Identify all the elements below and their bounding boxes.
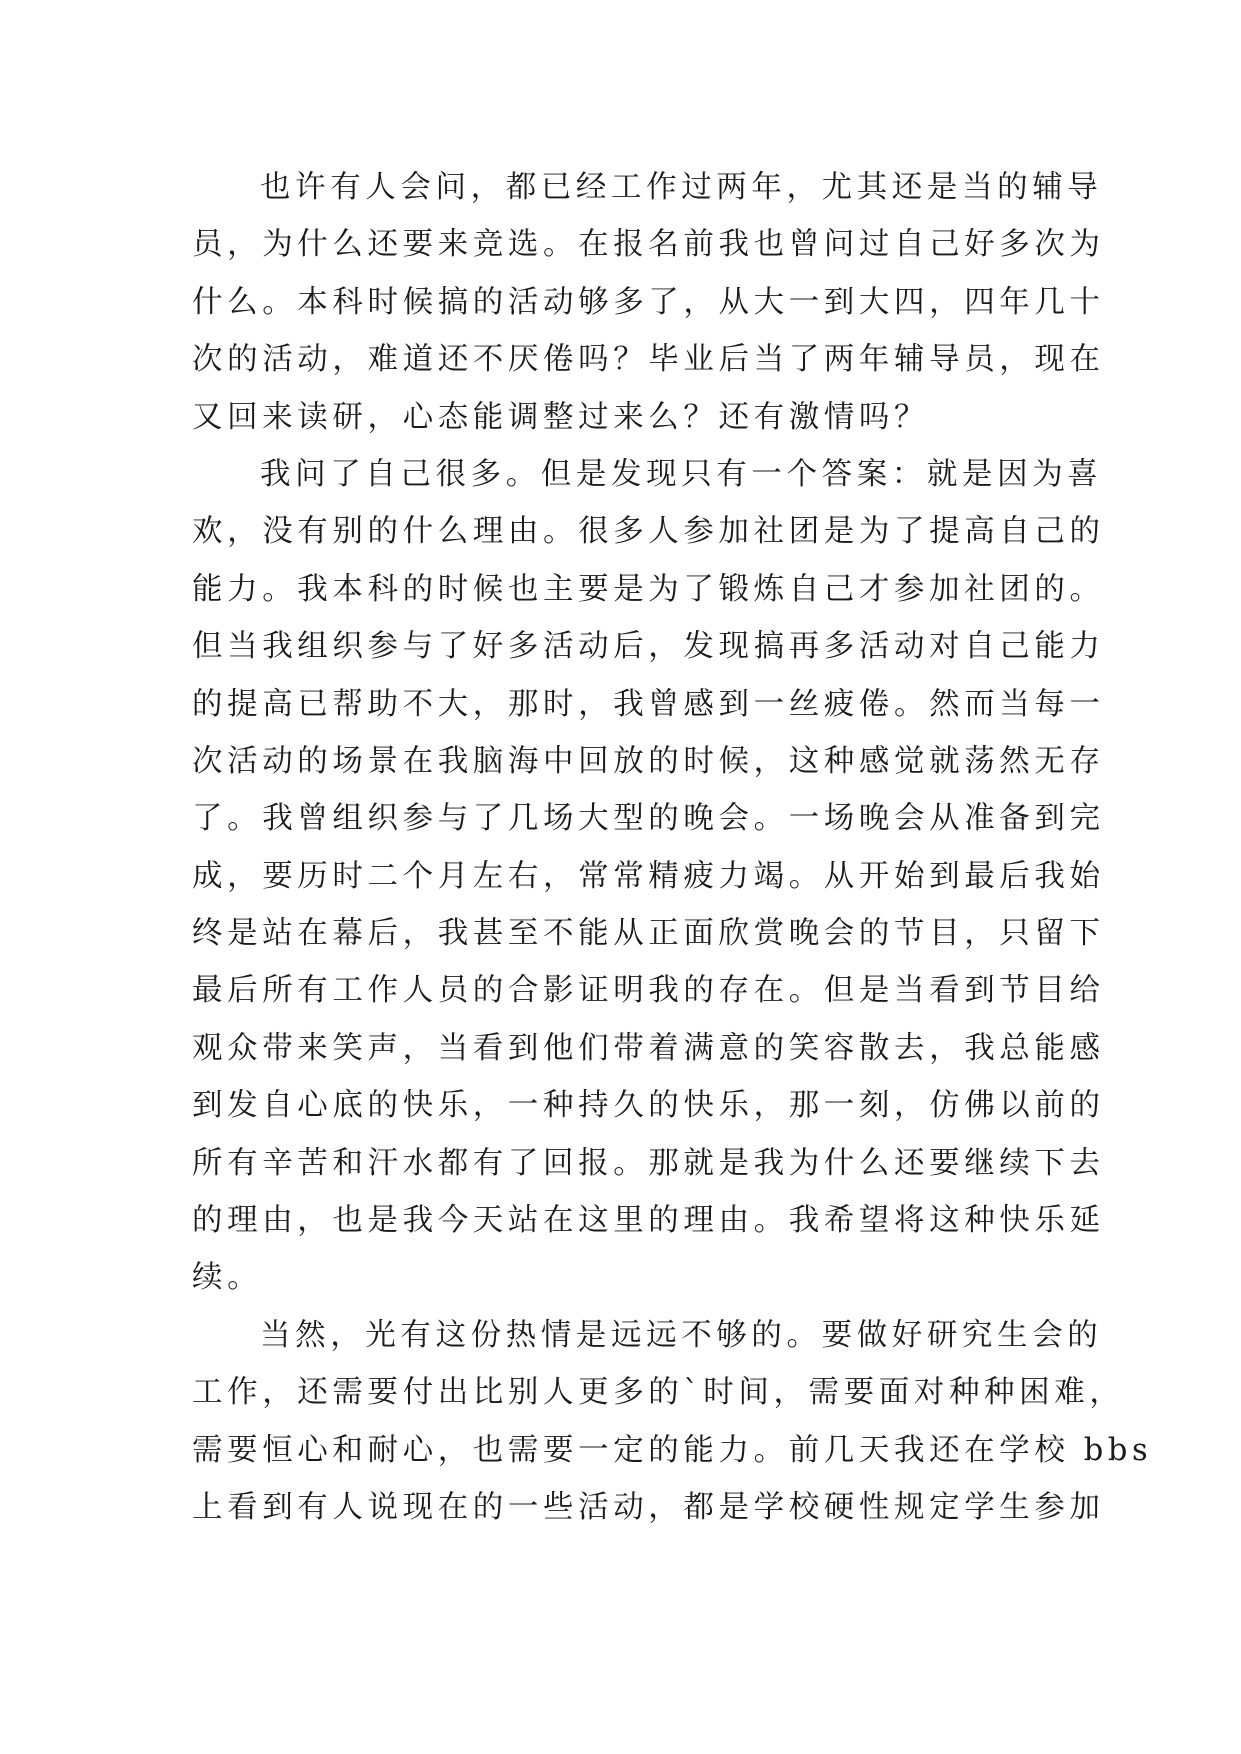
text-line: 工作，还需要付出比别人更多的`时间，需要面对种种困难， bbox=[192, 1375, 1125, 1411]
text-line: 上看到有人说现在的一些活动，都是学校硬性规定学生参加 bbox=[192, 1489, 1105, 1525]
text-line: 也许有人会问，都已经工作过两年，尤其还是当的辅导 bbox=[260, 170, 1103, 205]
paragraph-2 bbox=[192, 446, 1105, 1307]
text-line: 续。 bbox=[192, 1260, 263, 1296]
text-line: 最后所有工作人员的合影证明我的存在。但是当看到节目给 bbox=[192, 973, 1105, 1009]
text-line: 观众带来笑声，当看到他们带着满意的笑容散去，我总能感 bbox=[192, 1030, 1105, 1066]
text-line: 的提高已帮助不大，那时，我曾感到一丝疲倦。然而当每一 bbox=[192, 686, 1105, 722]
text-line: 的理由，也是我今天站在这里的理由。我希望将这种快乐延 bbox=[192, 1203, 1105, 1239]
paragraph-1 bbox=[192, 159, 1105, 446]
text-line: 了。我曾组织参与了几场大型的晚会。一场晚会从准备到完 bbox=[192, 801, 1105, 837]
text-line: 终是站在幕后，我甚至不能从正面欣赏晚会的节目，只留下 bbox=[192, 916, 1105, 952]
text-line: 所有辛苦和汗水都有了回报。那就是我为什么还要继续下去 bbox=[192, 1145, 1105, 1181]
text-line: 到发自心底的快乐，一种持久的快乐，那一刻，仿佛以前的 bbox=[192, 1088, 1105, 1124]
text-line: 当然，光有这份热情是远远不够的。要做好研究生会的 bbox=[260, 1317, 1103, 1353]
text-line: 员，为什么还要来竞选。在报名前我也曾问过自己好多次为 bbox=[192, 227, 1105, 263]
text-line: 我问了自己很多。但是发现只有一个答案：就是因为喜 bbox=[260, 456, 1103, 492]
text-line: 但当我组织参与了好多活动后，发现搞再多活动对自己能力 bbox=[192, 629, 1105, 665]
text-line: 成，要历时二个月左右，常常精疲力竭。从开始到最后我始 bbox=[192, 858, 1105, 894]
document-body bbox=[192, 159, 1153, 1536]
text-line: 能力。我本科的时候也主要是为了锻炼自己才参加社团的。 bbox=[192, 571, 1105, 607]
text-line: 又回来读研，心态能调整过来么？还有激情吗？ bbox=[192, 399, 930, 435]
text-line: 次的活动，难道还不厌倦吗？毕业后当了两年辅导员，现在 bbox=[192, 342, 1105, 378]
text-line: 什么。本科时候搞的活动够多了，从大一到大四，四年几十 bbox=[192, 284, 1105, 320]
text-line: 次活动的场景在我脑海中回放的时候，这种感觉就荡然无存 bbox=[192, 743, 1105, 779]
text-line: 需要恒心和耐心，也需要一定的能力。前几天我还在学校 bbs bbox=[192, 1432, 1153, 1468]
paragraph-3 bbox=[192, 1307, 1153, 1537]
text-line: 欢，没有别的什么理由。很多人参加社团是为了提高自己的 bbox=[192, 514, 1105, 550]
